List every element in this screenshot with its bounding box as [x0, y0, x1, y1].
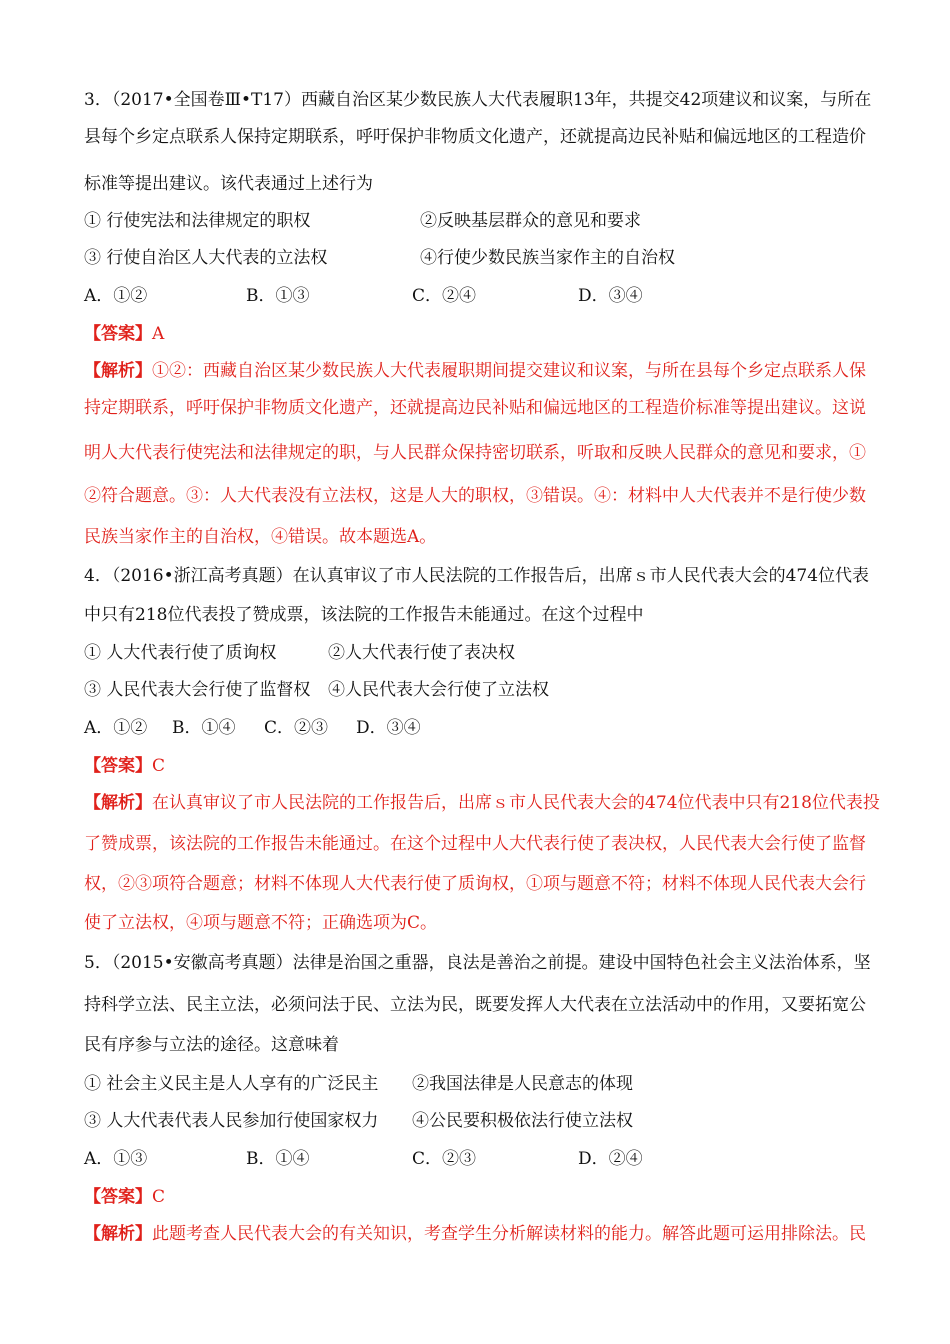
answer-tag: 【答案】 [84, 756, 152, 776]
q5-choice-b: B．①④ [246, 1149, 310, 1169]
answer-value: A [152, 324, 165, 344]
q5-stem-line-2: 持科学立法、民主立法，必须问法于民、立法为民，既要发挥人大代表在立法活动中的作用，又要拓宽公 [84, 995, 866, 1015]
q4-answer [84, 754, 165, 778]
q3-analysis-line-5: 民族当家作主的自治权，④错误。故本题选A。 [84, 527, 437, 547]
q3-analysis-line-3: 明人大代表行使宪法和法律规定的职，与人民群众保持密切联系，听取和反映人民群众的意见和要求，① [84, 443, 866, 463]
q5-statement-3: ③ 人大代表代表人民参加行使国家权力 [84, 1111, 379, 1131]
q4-analysis-line-3: 权，②③项符合题意；材料不体现人大代表行使了质询权，①项与题意不符；材料不体现人民代表大会行 [84, 874, 866, 894]
q4-choice-c: C．②③ [264, 718, 329, 738]
q4-analysis-line-2: 了赞成票，该法院的工作报告未能通过。在这个过程中人大代表行使了表决权，人民代表大会行使了监督 [84, 834, 866, 854]
q5-choice-a: A．①③ [84, 1149, 148, 1169]
q5-answer [84, 1185, 165, 1209]
q3-choice-d: D．③④ [578, 286, 643, 306]
q3-analysis-line-2: 持定期联系，呼吁保护非物质文化遗产，还就提高边民补贴和偏远地区的工程造价标准等提出建议。这说 [84, 398, 866, 418]
q5-stem-line-1: 5．（2015•安徽高考真题）法律是治国之重器，良法是善治之前提。建设中国特色社会主义法治体系，坚 [84, 953, 871, 973]
q3-choice-b: B．①③ [246, 286, 310, 306]
q5-statement-2: ②我国法律是人民意志的体现 [412, 1074, 633, 1094]
q3-stem-line-3: 标准等提出建议。该代表通过上述行为 [84, 174, 373, 194]
answer-tag: 【答案】 [84, 1187, 152, 1207]
q3-analysis-line-4: ②符合题意。③：人大代表没有立法权，这是人大的职权，③错误。④：材料中人大代表并不是行使少数 [84, 486, 866, 506]
q3-statement-2: ②反映基层群众的意见和要求 [420, 211, 641, 231]
analysis-tag: 【解析】 [84, 793, 152, 813]
q3-choice-a: A．①② [84, 286, 148, 306]
q5-statement-1: ① 社会主义民主是人人享有的广泛民主 [84, 1074, 379, 1094]
q5-statement-4: ④公民要积极依法行使立法权 [412, 1111, 633, 1131]
analysis-tag: 【解析】 [84, 361, 152, 381]
q3-stem-line-1: 3．（2017•全国卷Ⅲ•T17）西藏自治区某少数民族人大代表履职13年，共提交42项建议和议案，与所在 [84, 90, 872, 110]
answer-value: C [152, 1187, 166, 1207]
q4-statement-2: ②人大代表行使了表决权 [328, 643, 515, 663]
q3-answer [84, 322, 164, 346]
q4-stem-line-2: 中只有218位代表投了赞成票，该法院的工作报告未能通过。在这个过程中 [84, 605, 644, 625]
analysis-tag: 【解析】 [84, 1224, 152, 1244]
q5-stem-line-3: 民有序参与立法的途径。这意味着 [84, 1035, 339, 1055]
q4-statement-1: ① 人大代表行使了质询权 [84, 643, 277, 663]
q3-choice-c: C．②④ [412, 286, 477, 306]
analysis-text: 在认真审议了市人民法院的工作报告后，出席ｓ市人民代表大会的474位代表中只有218位代表投 [152, 793, 880, 813]
q5-choice-d: D．②④ [578, 1149, 643, 1169]
q4-analysis-line-4: 使了立法权，④项与题意不符；正确选项为C。 [84, 913, 438, 933]
q3-stem-line-2: 县每个乡定点联系人保持定期联系，呼吁保护非物质文化遗产，还就提高边民补贴和偏远地区的工程造价 [84, 127, 866, 147]
q3-statement-4: ④行使少数民族当家作主的自治权 [420, 248, 675, 268]
q4-statement-3: ③ 人民代表大会行使了监督权 [84, 680, 311, 700]
q4-choice-d: D．③④ [356, 718, 421, 738]
q4-analysis-line-1 [84, 791, 880, 815]
answer-tag: 【答案】 [84, 324, 152, 344]
analysis-text: ①②：西藏自治区某少数民族人大代表履职期间提交建议和议案，与所在县每个乡定点联系人保 [152, 361, 866, 381]
q3-statement-1: ① 行使宪法和法律规定的职权 [84, 211, 311, 231]
q3-analysis-line-1 [84, 359, 866, 383]
q4-statement-4: ④人民代表大会行使了立法权 [328, 680, 549, 700]
q4-choice-b: B．①④ [172, 718, 236, 738]
q4-choice-a: A．①② [84, 718, 148, 738]
answer-value: C [152, 756, 166, 776]
q5-analysis-line-1 [84, 1222, 866, 1246]
q4-stem-line-1: 4．（2016•浙江高考真题）在认真审议了市人民法院的工作报告后，出席ｓ市人民代表大会的474位代表 [84, 566, 870, 586]
q3-statement-3: ③ 行使自治区人大代表的立法权 [84, 248, 328, 268]
q5-choice-c: C．②③ [412, 1149, 477, 1169]
analysis-text: 此题考查人民代表大会的有关知识，考查学生分析解读材料的能力。解答此题可运用排除法。民 [152, 1224, 866, 1244]
